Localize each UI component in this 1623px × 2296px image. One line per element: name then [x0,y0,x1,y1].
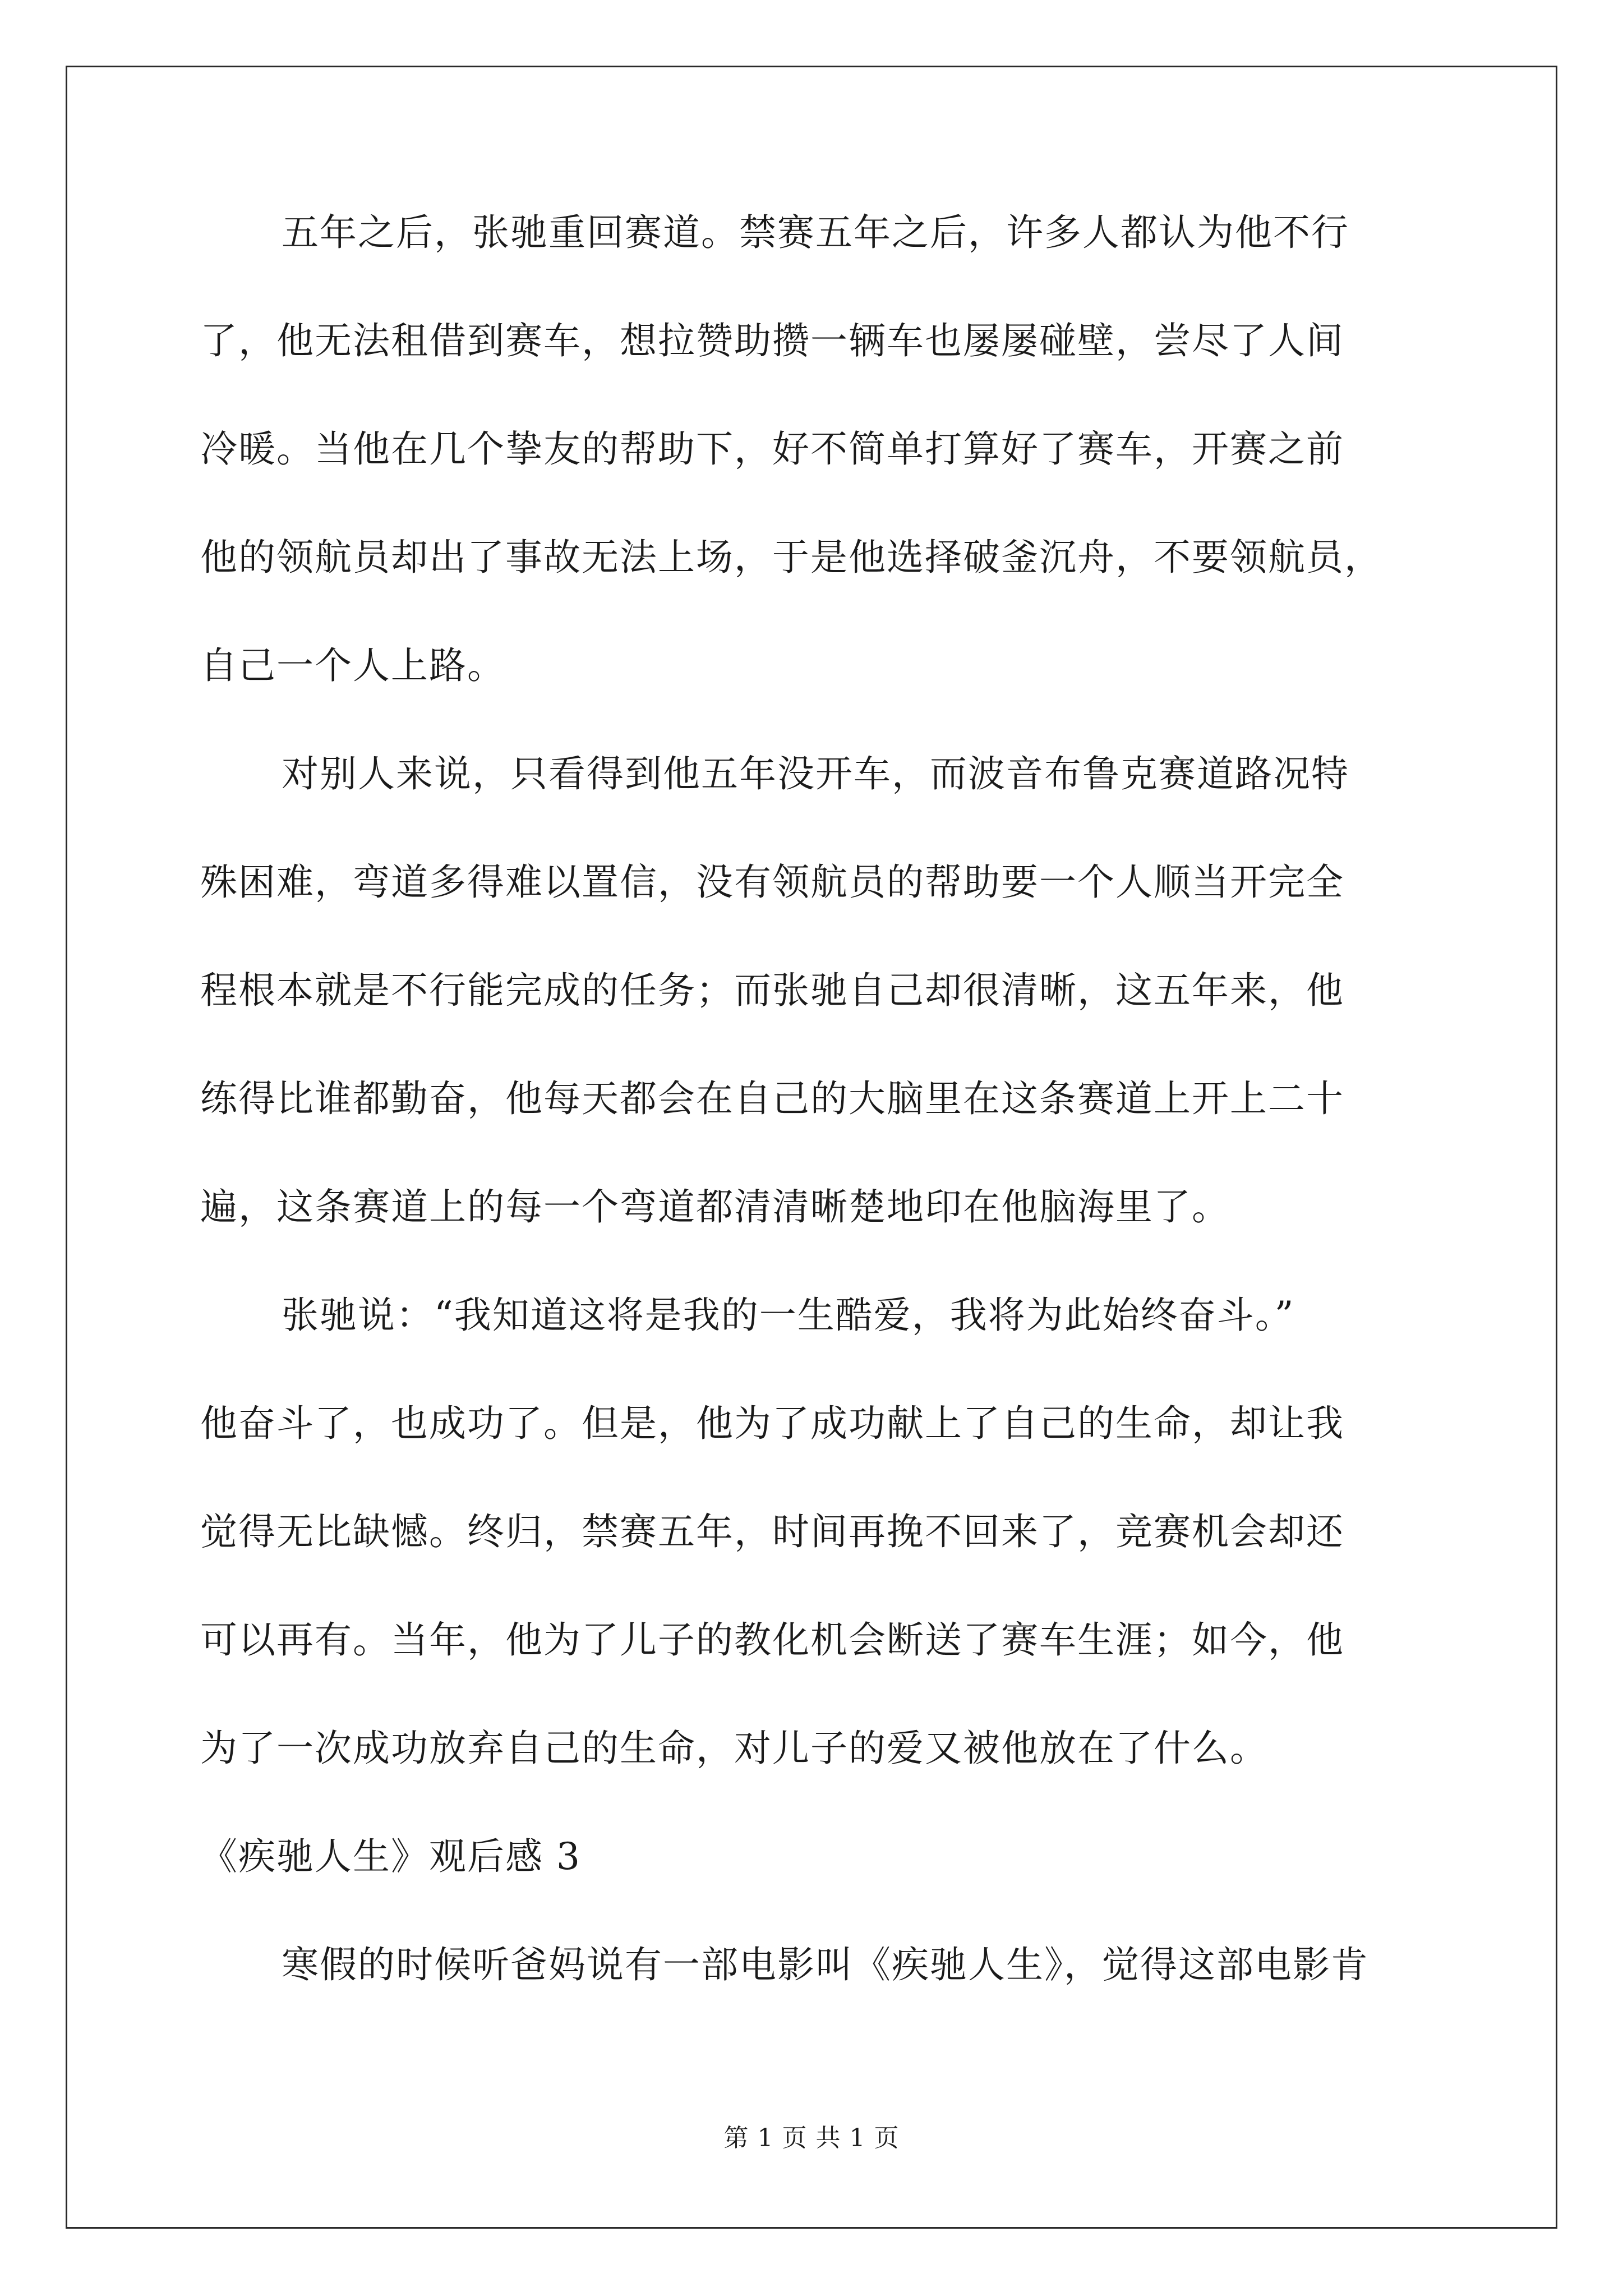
paragraph-line: 张驰说：“我知道这将是我的一生酷爱，我将为此始终奋斗。” [282,1294,1295,1337]
paragraph-line: 程根本就是不行能完成的任务；而张驰自己却很清晰，这五年来，他 [200,969,1344,1012]
paragraph-line: 了，他无法租借到赛车，想拉赞助攒一辆车也屡屡碰壁，尝尽了人间 [200,319,1344,362]
paragraph-line: 冷暖。当他在几个挚友的帮助下，好不简单打算好了赛车，开赛之前 [200,427,1344,471]
paragraph-line: 他奋斗了，也成功了。但是，他为了成功献上了自己的生命，却让我 [200,1402,1344,1445]
paragraph-line: 五年之后，张驰重回赛道。禁赛五年之后，许多人都认为他不行 [282,211,1349,254]
paragraph-line: 他的领航员却出了事故无法上场，于是他选择破釜沉舟，不要领航员， [200,536,1382,579]
paragraph-line: 觉得无比缺憾。终归，禁赛五年，时间再挽不回来了，竞赛机会却还 [200,1510,1344,1553]
page-border [66,66,1557,2229]
paragraph-line: 练得比谁都勤奋，他每天都会在自己的大脑里在这条赛道上开上二十 [200,1077,1344,1120]
paragraph-line: 自己一个人上路。 [200,644,505,687]
paragraph-line: 对别人来说，只看得到他五年没开车，而波音布鲁克赛道路况特 [282,752,1349,795]
page-number: 第 1 页 共 1 页 [723,2124,900,2152]
paragraph-line: 可以再有。当年，他为了儿子的教化机会断送了赛车生涯；如今，他 [200,1618,1344,1662]
paragraph-line: 殊困难，弯道多得难以置信，没有领航员的帮助要一个人顺当开完全 [200,861,1344,904]
paragraph-line: 寒假的时候听爸妈说有一部电影叫《疾驰人生》，觉得这部电影肯 [282,1943,1369,1986]
paragraph-line: 为了一次成功放弃自己的生命，对儿子的爱又被他放在了什么。 [200,1727,1268,1770]
paragraph-line: 遍，这条赛道上的每一个弯道都清清晰楚地印在他脑海里了。 [200,1185,1230,1228]
section-heading: 《疾驰人生》观后感 3 [200,1835,581,1878]
